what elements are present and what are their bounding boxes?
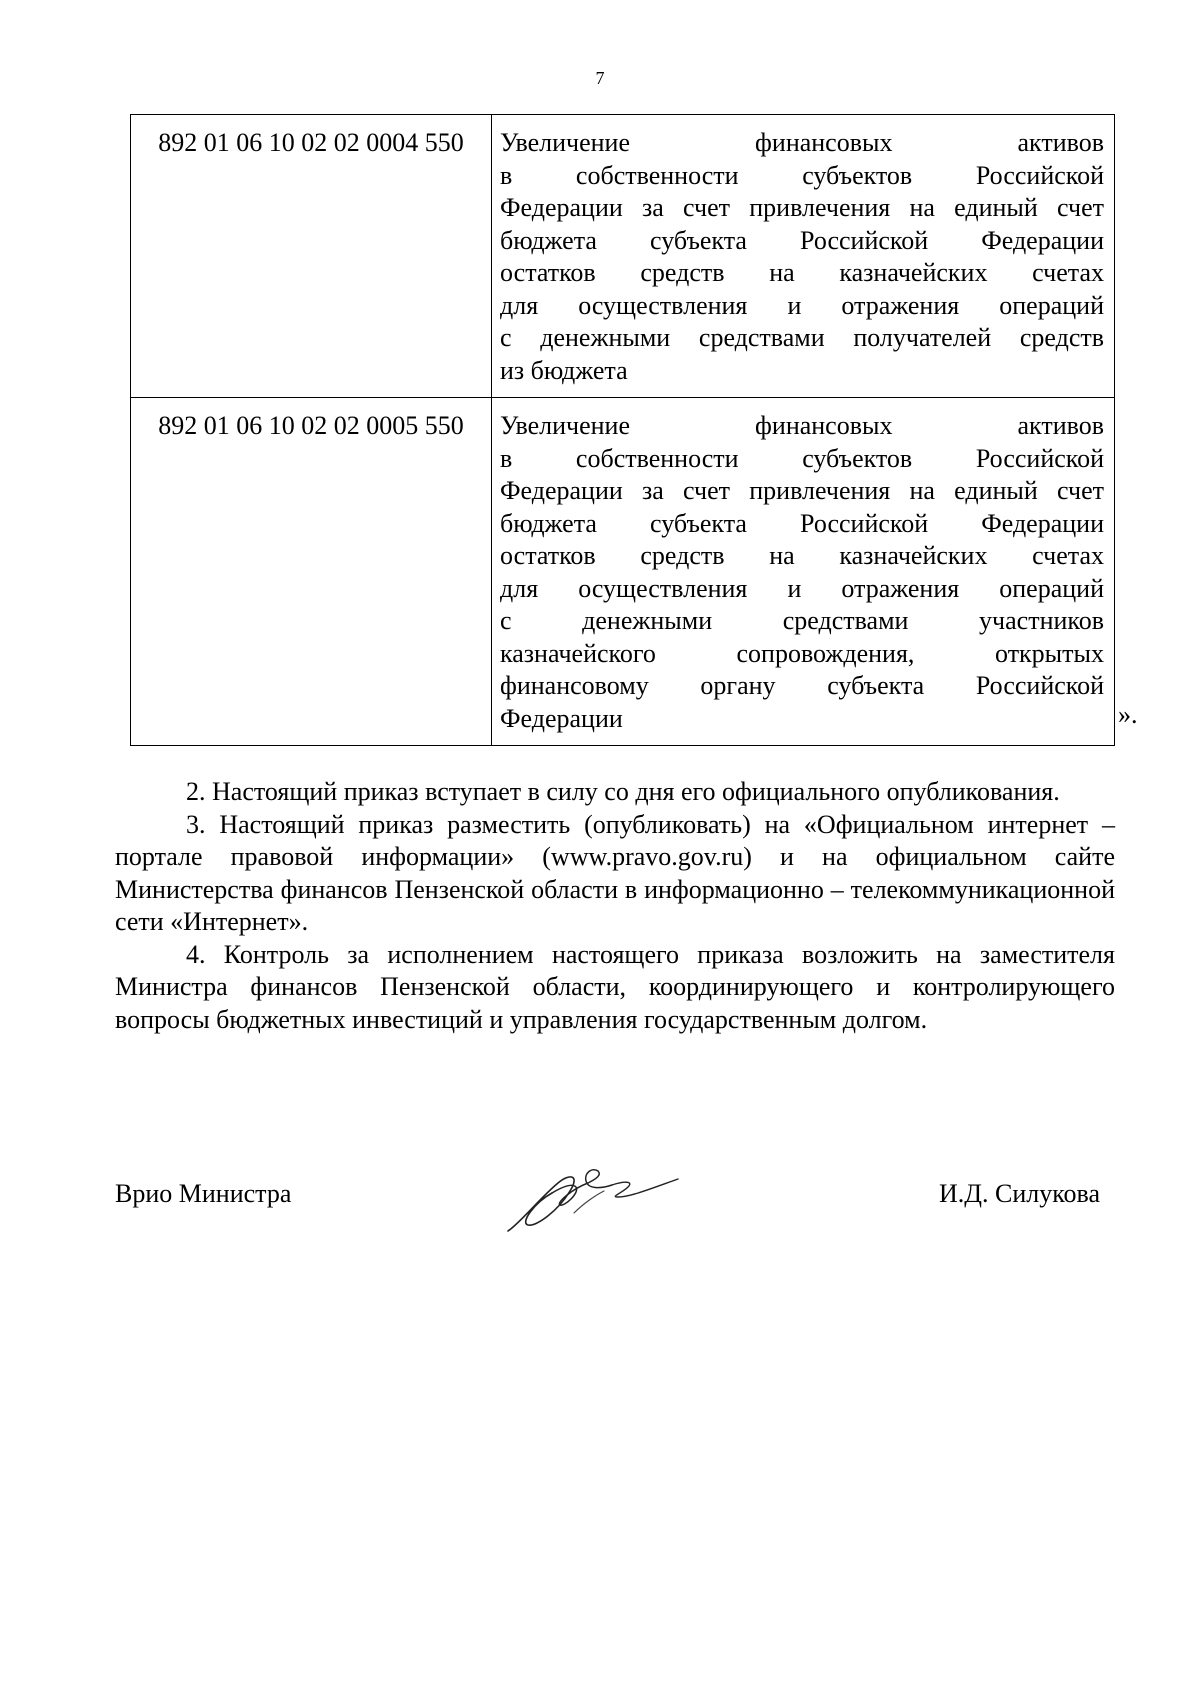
paragraph-publication: 3. Настоящий приказ разместить (опубликовать) на «Официальном интернет – портале правовой информации» (www.pravo.gov.ru) и на официальном сайте Министерства финансов Пензенской области в информационно – телекоммуникационной сети «Интернет». [115, 809, 1115, 936]
description-line: с денежными средствами участников [500, 606, 1104, 635]
description-line: Увеличение финансовых активов [500, 128, 1104, 157]
description-line: с денежными средствами получателей средств [500, 323, 1104, 352]
page-number: 7 [595, 68, 605, 88]
signatory-title: Врио Министра [115, 1179, 292, 1208]
description-line: в собственности субъектов Российской [500, 160, 1104, 190]
handwritten-signature [500, 1153, 690, 1243]
description-line: бюджета субъекта Российской Федерации [500, 508, 1104, 538]
signature-block [115, 1153, 1115, 1273]
description-line: остатков средств на казначейских счетах [500, 258, 1104, 287]
description-line: в собственности субъектов Российской [500, 443, 1104, 473]
description-line: Увеличение финансовых активов [500, 411, 1104, 440]
description-line: из бюджета [500, 355, 628, 385]
description-line: Федерации [500, 703, 623, 733]
description-cell [492, 115, 1115, 398]
description-line: Федерации за счет привлечения на единый счет [500, 193, 1104, 222]
description-line: казначейского сопровождения, открытых [500, 638, 1104, 668]
budget-code-table [130, 114, 1115, 746]
description-line: Федерации за счет привлечения на единый счет [500, 476, 1104, 505]
description-line: остатков средств на казначейских счетах [500, 541, 1104, 570]
description-cell [492, 398, 1115, 746]
paragraph-control: 4. Контроль за исполнением настоящего приказа возложить на заместителя Министра финансов Пензенской области, координирующего и контролирующего вопросы бюджетных инвестиций и управления государственным долгом. [115, 939, 1115, 1034]
table-row [131, 398, 1115, 746]
description-line: для осуществления и отражения операций [500, 290, 1104, 320]
description-line: бюджета субъекта Российской Федерации [500, 225, 1104, 255]
description-line: финансовому органу субъекта Российской [500, 671, 1104, 700]
table-row [131, 115, 1115, 398]
closing-quote: ». [1118, 700, 1138, 729]
budget-code-cell: 892 01 06 10 02 02 0004 550 [131, 115, 492, 398]
signatory-name: И.Д. Силукова [938, 1179, 1100, 1208]
paragraph-effective-date: 2. Настоящий приказ вступает в силу со дня его официального опубликования. [186, 777, 1060, 806]
order-body [115, 776, 1115, 1036]
description-line: для осуществления и отражения операций [500, 573, 1104, 603]
budget-code-cell: 892 01 06 10 02 02 0005 550 [131, 398, 492, 746]
